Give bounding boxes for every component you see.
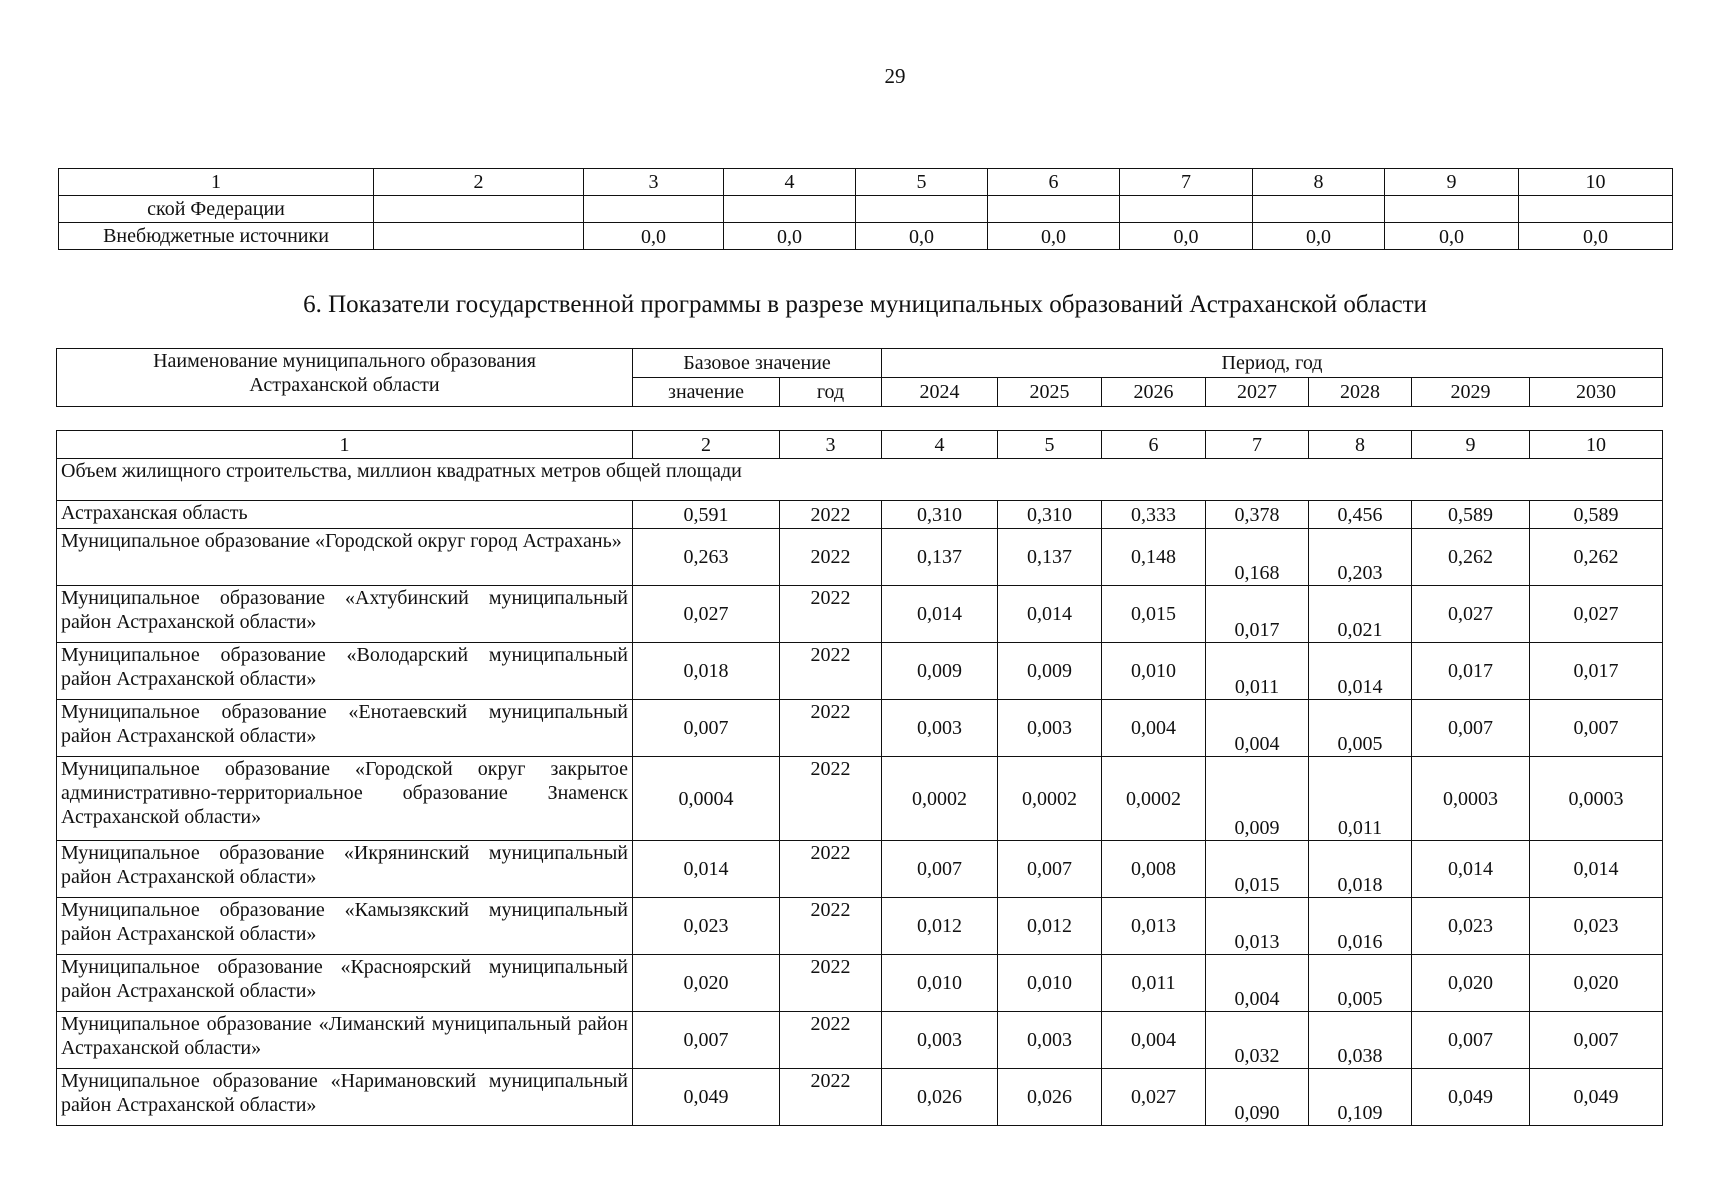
- table-row: [57, 529, 1663, 586]
- header-period: Период, год: [882, 349, 1663, 378]
- col-number: 10: [1530, 431, 1663, 459]
- value-2028: 0,011: [1309, 757, 1412, 841]
- value-2027: 0,090: [1206, 1069, 1309, 1126]
- col-number: 5: [998, 431, 1102, 459]
- cell: [584, 196, 724, 223]
- municipality-name: Муниципальное образование «Енотаевский муниципальный район Астраханской области»: [57, 700, 633, 757]
- col-number: 7: [1206, 431, 1309, 459]
- cell: 0,0: [1120, 223, 1253, 250]
- value-2025: 0,012: [998, 898, 1102, 955]
- value-2024: 0,0002: [882, 757, 998, 841]
- header-year-col: 2026: [1102, 378, 1206, 407]
- cell: 0,0: [1385, 223, 1519, 250]
- column-number-row: [57, 431, 1663, 459]
- header-year-col: 2030: [1530, 378, 1663, 407]
- municipality-name: Муниципальное образование «Городской округ закрытое административно-территориальное образование Знаменск Астраханской области»: [57, 757, 633, 841]
- row-label: Внебюджетные источники: [59, 223, 374, 250]
- base-year: 2022: [780, 841, 882, 898]
- table-row: [57, 1069, 1663, 1126]
- col-number: 2: [374, 169, 584, 196]
- value-2030: 0,007: [1530, 1012, 1663, 1069]
- value-2026: 0,010: [1102, 643, 1206, 700]
- value-2027: 0,009: [1206, 757, 1309, 841]
- cell: [1519, 196, 1673, 223]
- top-table-header-row: [59, 169, 1673, 196]
- table-row: [57, 1012, 1663, 1069]
- base-year: 2022: [780, 501, 882, 529]
- value-2024: 0,026: [882, 1069, 998, 1126]
- indicator-row: [57, 459, 1663, 501]
- value-2028: 0,005: [1309, 700, 1412, 757]
- value-2027: 0,004: [1206, 955, 1309, 1012]
- value-2030: 0,0003: [1530, 757, 1663, 841]
- value-2024: 0,010: [882, 955, 998, 1012]
- value-2024: 0,007: [882, 841, 998, 898]
- col-number: 1: [59, 169, 374, 196]
- col-number: 9: [1385, 169, 1519, 196]
- col-number: 5: [856, 169, 988, 196]
- municipality-name: Астраханская область: [57, 501, 633, 529]
- col-number: 7: [1120, 169, 1253, 196]
- value-2025: 0,0002: [998, 757, 1102, 841]
- base-value: 0,018: [633, 643, 780, 700]
- value-2024: 0,137: [882, 529, 998, 586]
- value-2024: 0,310: [882, 501, 998, 529]
- col-number: 10: [1519, 169, 1673, 196]
- value-2028: 0,014: [1309, 643, 1412, 700]
- value-2028: 0,021: [1309, 586, 1412, 643]
- table-row: [57, 586, 1663, 643]
- value-2028: 0,109: [1309, 1069, 1412, 1126]
- indicator-table-header: [56, 348, 1663, 407]
- table-row: [57, 841, 1663, 898]
- value-2028: 0,203: [1309, 529, 1412, 586]
- base-value: 0,049: [633, 1069, 780, 1126]
- municipality-name: Муниципальное образование «Ахтубинский муниципальный район Астраханской области»: [57, 586, 633, 643]
- page-number: 29: [884, 64, 906, 88]
- value-2030: 0,007: [1530, 700, 1663, 757]
- base-value: 0,023: [633, 898, 780, 955]
- municipality-name: Муниципальное образование «Лиманский муниципальный район Астраханской области»: [57, 1012, 633, 1069]
- value-2025: 0,014: [998, 586, 1102, 643]
- municipality-name: Муниципальное образование «Камызякский муниципальный район Астраханской области»: [57, 898, 633, 955]
- value-2028: 0,018: [1309, 841, 1412, 898]
- table-row: [57, 700, 1663, 757]
- header-name-cell: [57, 349, 633, 407]
- value-2030: 0,027: [1530, 586, 1663, 643]
- value-2025: 0,007: [998, 841, 1102, 898]
- value-2027: 0,004: [1206, 700, 1309, 757]
- header-year-col: 2027: [1206, 378, 1309, 407]
- cell: [374, 223, 584, 250]
- header-name-line2: Астраханской области: [249, 374, 440, 396]
- top-continuation-table: [58, 168, 1673, 250]
- value-2030: 0,023: [1530, 898, 1663, 955]
- indicator-title: Объем жилищного строительства, миллион квадратных метров общей площади: [57, 459, 1663, 501]
- col-number: 8: [1253, 169, 1385, 196]
- municipality-name: Муниципальное образование «Икрянинский муниципальный район Астраханской области»: [57, 841, 633, 898]
- value-2024: 0,014: [882, 586, 998, 643]
- header-year-col: 2024: [882, 378, 998, 407]
- value-2029: 0,0003: [1412, 757, 1530, 841]
- value-2030: 0,589: [1530, 501, 1663, 529]
- cell: [724, 196, 856, 223]
- base-year: 2022: [780, 955, 882, 1012]
- col-number: 9: [1412, 431, 1530, 459]
- header-year: год: [780, 378, 882, 407]
- col-number: 1: [57, 431, 633, 459]
- base-year: 2022: [780, 898, 882, 955]
- value-2028: 0,038: [1309, 1012, 1412, 1069]
- table-row: [57, 898, 1663, 955]
- value-2026: 0,0002: [1102, 757, 1206, 841]
- indicator-table: [56, 430, 1663, 1126]
- table-row: [59, 223, 1673, 250]
- header-value: значение: [633, 378, 780, 407]
- base-year: 2022: [780, 529, 882, 586]
- cell: 0,0: [1253, 223, 1385, 250]
- header-year-col: 2028: [1309, 378, 1412, 407]
- value-2029: 0,589: [1412, 501, 1530, 529]
- municipality-name: Муниципальное образование «Володарский муниципальный район Астраханской области»: [57, 643, 633, 700]
- col-number: 8: [1309, 431, 1412, 459]
- value-2029: 0,014: [1412, 841, 1530, 898]
- value-2026: 0,004: [1102, 1012, 1206, 1069]
- value-2029: 0,049: [1412, 1069, 1530, 1126]
- municipality-name: Муниципальное образование «Красноярский муниципальный район Астраханской области»: [57, 955, 633, 1012]
- value-2030: 0,262: [1530, 529, 1663, 586]
- value-2027: 0,032: [1206, 1012, 1309, 1069]
- value-2026: 0,008: [1102, 841, 1206, 898]
- cell: [856, 196, 988, 223]
- base-value: 0,007: [633, 700, 780, 757]
- row-label: ской Федерации: [59, 196, 374, 223]
- value-2026: 0,333: [1102, 501, 1206, 529]
- base-value: 0,020: [633, 955, 780, 1012]
- value-2029: 0,007: [1412, 1012, 1530, 1069]
- header-year-col: 2025: [998, 378, 1102, 407]
- municipality-name: Муниципальное образование «Городской округ город Астрахань»: [57, 529, 633, 586]
- cell: 0,0: [584, 223, 724, 250]
- value-2024: 0,009: [882, 643, 998, 700]
- table-row: [59, 196, 1673, 223]
- cell: [1120, 196, 1253, 223]
- col-number: 3: [584, 169, 724, 196]
- col-number: 4: [724, 169, 856, 196]
- base-value: 0,014: [633, 841, 780, 898]
- value-2027: 0,011: [1206, 643, 1309, 700]
- value-2030: 0,017: [1530, 643, 1663, 700]
- table-row: [57, 757, 1663, 841]
- value-2029: 0,007: [1412, 700, 1530, 757]
- value-2026: 0,027: [1102, 1069, 1206, 1126]
- value-2026: 0,013: [1102, 898, 1206, 955]
- value-2029: 0,023: [1412, 898, 1530, 955]
- value-2026: 0,148: [1102, 529, 1206, 586]
- base-value: 0,263: [633, 529, 780, 586]
- table-row: [57, 501, 1663, 529]
- value-2029: 0,027: [1412, 586, 1530, 643]
- col-number: 6: [1102, 431, 1206, 459]
- cell: 0,0: [988, 223, 1120, 250]
- value-2025: 0,003: [998, 700, 1102, 757]
- value-2027: 0,013: [1206, 898, 1309, 955]
- col-number: 2: [633, 431, 780, 459]
- cell: 0,0: [724, 223, 856, 250]
- cell: [374, 196, 584, 223]
- value-2027: 0,378: [1206, 501, 1309, 529]
- value-2026: 0,004: [1102, 700, 1206, 757]
- header-name-line1: Наименование муниципального образования: [153, 350, 536, 372]
- base-year: 2022: [780, 1012, 882, 1069]
- header-row-top: [57, 349, 1663, 378]
- base-value: 0,027: [633, 586, 780, 643]
- value-2026: 0,011: [1102, 955, 1206, 1012]
- value-2025: 0,310: [998, 501, 1102, 529]
- value-2030: 0,014: [1530, 841, 1663, 898]
- value-2029: 0,017: [1412, 643, 1530, 700]
- header-base-value: Базовое значение: [633, 349, 882, 378]
- value-2024: 0,003: [882, 1012, 998, 1069]
- value-2030: 0,049: [1530, 1069, 1663, 1126]
- col-number: 4: [882, 431, 998, 459]
- value-2026: 0,015: [1102, 586, 1206, 643]
- cell: [988, 196, 1120, 223]
- value-2025: 0,137: [998, 529, 1102, 586]
- base-value: 0,0004: [633, 757, 780, 841]
- base-value: 0,591: [633, 501, 780, 529]
- value-2027: 0,017: [1206, 586, 1309, 643]
- value-2027: 0,015: [1206, 841, 1309, 898]
- table-row: [57, 955, 1663, 1012]
- base-year: 2022: [780, 643, 882, 700]
- value-2030: 0,020: [1530, 955, 1663, 1012]
- cell: [1253, 196, 1385, 223]
- header-year-col: 2029: [1412, 378, 1530, 407]
- base-value: 0,007: [633, 1012, 780, 1069]
- municipality-name: Муниципальное образование «Наримановский муниципальный район Астраханской области»: [57, 1069, 633, 1126]
- col-number: 6: [988, 169, 1120, 196]
- value-2029: 0,020: [1412, 955, 1530, 1012]
- value-2029: 0,262: [1412, 529, 1530, 586]
- section-title: 6. Показатели государственной программы в разрезе муниципальных образований Астраханской области: [303, 291, 1427, 318]
- value-2028: 0,016: [1309, 898, 1412, 955]
- value-2025: 0,003: [998, 1012, 1102, 1069]
- cell: [1385, 196, 1519, 223]
- col-number: 3: [780, 431, 882, 459]
- base-year: 2022: [780, 757, 882, 841]
- value-2028: 0,456: [1309, 501, 1412, 529]
- value-2027: 0,168: [1206, 529, 1309, 586]
- value-2025: 0,010: [998, 955, 1102, 1012]
- cell: 0,0: [1519, 223, 1673, 250]
- base-year: 2022: [780, 586, 882, 643]
- value-2024: 0,003: [882, 700, 998, 757]
- value-2028: 0,005: [1309, 955, 1412, 1012]
- base-year: 2022: [780, 700, 882, 757]
- value-2024: 0,012: [882, 898, 998, 955]
- cell: 0,0: [856, 223, 988, 250]
- base-year: 2022: [780, 1069, 882, 1126]
- value-2025: 0,009: [998, 643, 1102, 700]
- table-row: [57, 643, 1663, 700]
- value-2025: 0,026: [998, 1069, 1102, 1126]
